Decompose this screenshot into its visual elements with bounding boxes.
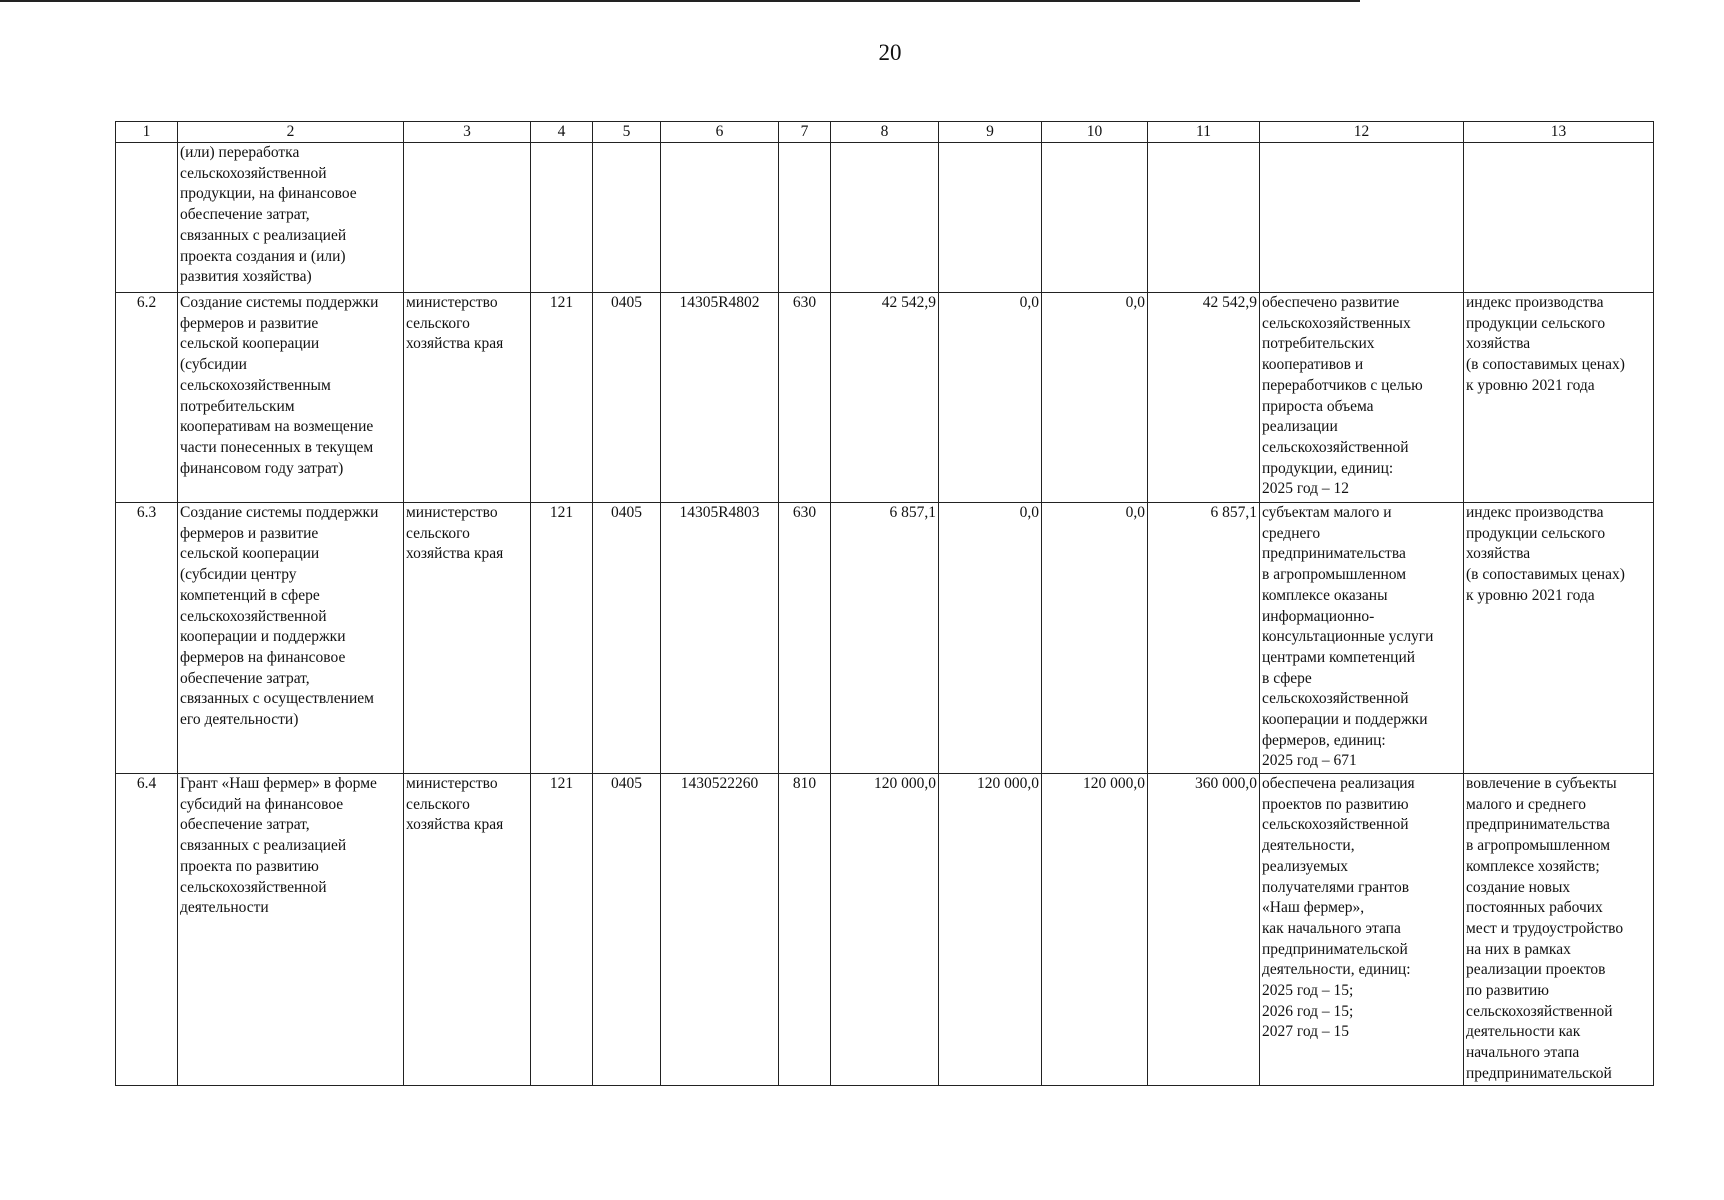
grbs-code: 121	[531, 293, 593, 503]
row-number	[116, 143, 178, 293]
table-row	[116, 293, 1654, 503]
amount-2027: 0,0	[1042, 503, 1148, 774]
rzpr-code: 0405	[593, 293, 661, 503]
amount-2025: 42 542,9	[831, 293, 939, 503]
executor: министерство сельского хозяйства края	[404, 293, 531, 503]
header-cell: 11	[1148, 122, 1260, 143]
amount-total: 6 857,1	[1148, 503, 1260, 774]
measure-name: Создание системы поддержки фермеров и развитие сельской кооперации (субсидии сельскохозяйственным потребительским кооперативам на возмещение части понесенных в текущем финансовом году затрат)	[178, 293, 404, 503]
header-cell: 10	[1042, 122, 1148, 143]
page-number: 20	[878, 40, 902, 65]
rzpr-code	[593, 143, 661, 293]
measure-name: Грант «Наш фермер» в форме субсидий на финансовое обеспечение затрат, связанных с реализацией проекта по развитию сельскохозяйственной деятельности	[178, 774, 404, 1086]
header-cell: 7	[779, 122, 831, 143]
header-cell: 13	[1464, 122, 1654, 143]
csr-code: 14305R4802	[661, 293, 779, 503]
vr-code: 630	[779, 503, 831, 774]
header-cell: 6	[661, 122, 779, 143]
amount-2026: 120 000,0	[939, 774, 1042, 1086]
vr-code: 630	[779, 293, 831, 503]
csr-code: 14305R4803	[661, 503, 779, 774]
amount-2026: 0,0	[939, 503, 1042, 774]
table-row	[116, 503, 1654, 774]
csr-code: 1430522260	[661, 774, 779, 1086]
indicator: вовлечение в субъекты малого и среднего предпринимательства в агропромышленном комплексе хозяйств; создание новых постоянных рабочих мест и трудоустройство на них в рамках реализации проектов по развитию сельскохозяйственной деятельности как начального этапа предпринимательской	[1464, 774, 1654, 1086]
table-row	[116, 774, 1654, 1086]
header-cell: 8	[831, 122, 939, 143]
expected-result	[1260, 143, 1464, 293]
amount-2026: 0,0	[939, 293, 1042, 503]
rzpr-code: 0405	[593, 774, 661, 1086]
amount-2027	[1042, 143, 1148, 293]
indicator: индекс производства продукции сельского хозяйства (в сопоставимых ценах) к уровню 2021 года	[1464, 293, 1654, 503]
header-cell: 4	[531, 122, 593, 143]
top-border-line	[0, 0, 1360, 2]
row-number: 6.4	[116, 774, 178, 1086]
row-number: 6.3	[116, 503, 178, 774]
program-table	[115, 121, 1654, 1086]
header-cell: 9	[939, 122, 1042, 143]
header-cell: 5	[593, 122, 661, 143]
header-row	[116, 122, 1654, 143]
grbs-code: 121	[531, 503, 593, 774]
amount-2025: 120 000,0	[831, 774, 939, 1086]
amount-total: 42 542,9	[1148, 293, 1260, 503]
expected-result: субъектам малого и среднего предпринимательства в агропромышленном комплексе оказаны информационно- консультационные услуги центрами компетенций в сфере сельскохозяйственной кооперации и поддержки фермеров, единиц: 2025 год – 671	[1260, 503, 1464, 774]
indicator	[1464, 143, 1654, 293]
rzpr-code: 0405	[593, 503, 661, 774]
amount-2025: 6 857,1	[831, 503, 939, 774]
measure-name: Создание системы поддержки фермеров и развитие сельской кооперации (субсидии центру компетенций в сфере сельскохозяйственной кооперации и поддержки фермеров на финансовое обеспечение затрат, связанных с осуществлением его деятельности)	[178, 503, 404, 774]
header-cell: 2	[178, 122, 404, 143]
amount-2027: 0,0	[1042, 293, 1148, 503]
vr-code	[779, 143, 831, 293]
amount-2026	[939, 143, 1042, 293]
grbs-code: 121	[531, 774, 593, 1086]
executor: министерство сельского хозяйства края	[404, 503, 531, 774]
table-row	[116, 143, 1654, 293]
grbs-code	[531, 143, 593, 293]
amount-total: 360 000,0	[1148, 774, 1260, 1086]
executor: министерство сельского хозяйства края	[404, 774, 531, 1086]
indicator: индекс производства продукции сельского хозяйства (в сопоставимых ценах) к уровню 2021 года	[1464, 503, 1654, 774]
amount-2027: 120 000,0	[1042, 774, 1148, 1086]
executor	[404, 143, 531, 293]
amount-2025	[831, 143, 939, 293]
expected-result: обеспечена реализация проектов по развитию сельскохозяйственной деятельности, реализуемых получателями грантов «Наш фермер», как начального этапа предпринимательской деятельности, единиц: 2025 год – 15; 2026 год – 15; 2027 год – 15	[1260, 774, 1464, 1086]
header-cell: 12	[1260, 122, 1464, 143]
row-number: 6.2	[116, 293, 178, 503]
amount-total	[1148, 143, 1260, 293]
csr-code	[661, 143, 779, 293]
expected-result: обеспечено развитие сельскохозяйственных потребительских кооперативов и переработчиков с целью прироста объема реализации сельскохозяйственной продукции, единиц: 2025 год – 12	[1260, 293, 1464, 503]
vr-code: 810	[779, 774, 831, 1086]
header-cell: 1	[116, 122, 178, 143]
measure-name: (или) переработка сельскохозяйственной продукции, на финансовое обеспечение затрат, связанных с реализацией проекта создания и (или) развития хозяйства)	[178, 143, 404, 293]
header-cell: 3	[404, 122, 531, 143]
